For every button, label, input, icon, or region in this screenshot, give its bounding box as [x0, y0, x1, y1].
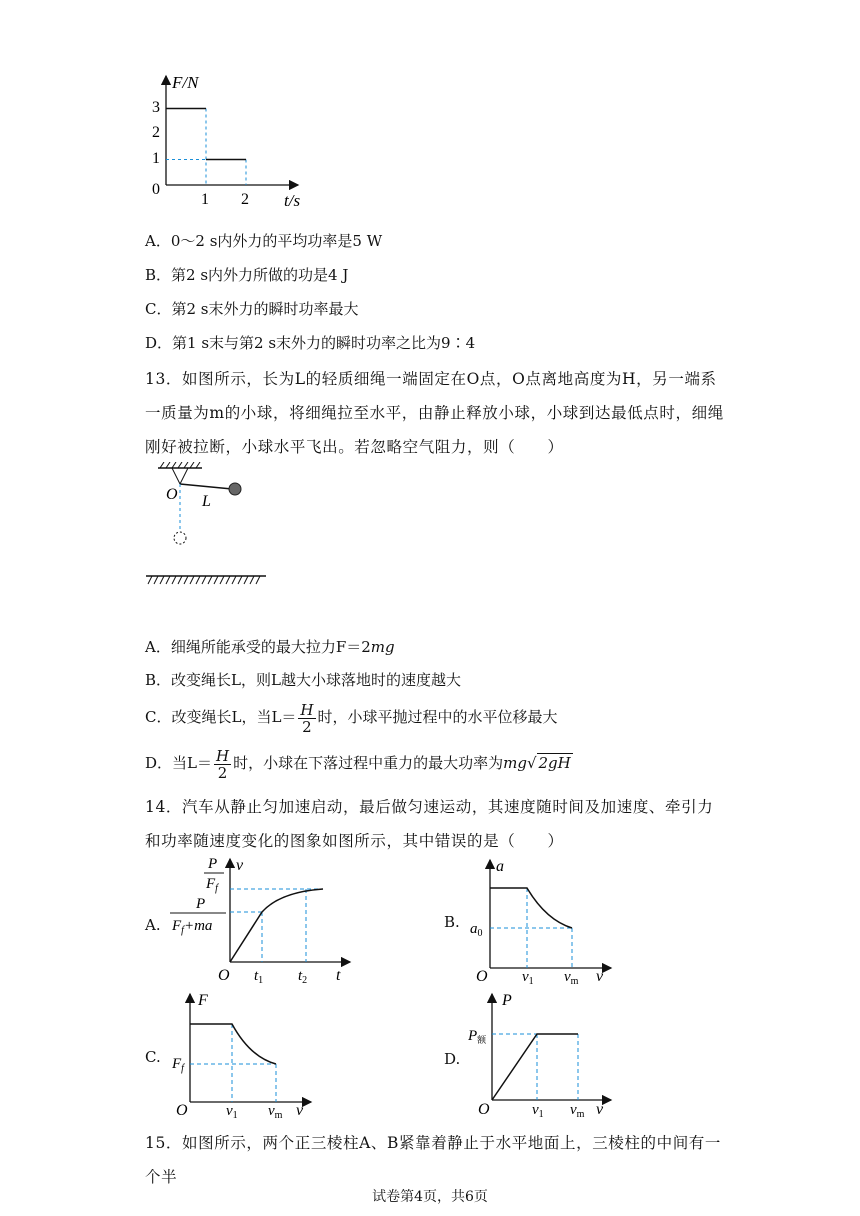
y-tick-2: 2 [152, 124, 160, 141]
ball [229, 483, 241, 495]
svg-text:a: a [496, 858, 504, 875]
svg-text:P: P [208, 856, 218, 872]
svg-text:Ff: $F_f$ [206, 876, 218, 894]
q13-option-a-var: mg [370, 638, 395, 656]
q14-stem: 14．汽车从静止匀加速启动，最后做匀速运动，其速度随时间及加速度、牵引力和功率随速度变化的图象如图所示，其中错误的是（ ） [145, 798, 714, 850]
acceleration-curve [490, 888, 572, 928]
svg-text:t2: $t_2$ [298, 968, 308, 986]
q12-option-c[interactable]: C．第2 s末外力的瞬时功率最大 [145, 300, 359, 318]
origin-label: 0 [152, 181, 160, 198]
svg-text:F: F [198, 992, 208, 1009]
x-tick-1: 1 [201, 191, 209, 208]
power-curve [492, 1034, 578, 1100]
fraction-h-over-2: $\frac{H}{2}$ [300, 700, 314, 736]
svg-text:v: v [236, 857, 244, 874]
y-tick-3: 3 [152, 99, 160, 116]
svg-text:v: v [296, 1102, 304, 1119]
q13-option-c-suffix: 时，小球平抛过程中的水平位移最大 [317, 708, 558, 726]
svg-text:v1: $v_1$ [226, 1103, 238, 1120]
svg-text:O: O [176, 1102, 188, 1119]
sqrt-term: 2gH [538, 754, 571, 772]
ball-lowest-position [174, 532, 186, 544]
graph-a-velocity-time [168, 854, 358, 990]
q13-option-b[interactable]: B．改变绳长L，则L越大小球落地时的速度越大 [145, 671, 461, 689]
q13-option-a-text: A．细绳所能承受的最大拉力F＝2 [145, 638, 371, 656]
svg-text:Ff: $F_f$ [172, 1056, 184, 1074]
svg-text:P: P [502, 992, 512, 1009]
svg-text:P: P [196, 896, 206, 912]
force-time-graph [140, 68, 320, 213]
q12-option-a[interactable]: A．0～2 s内外力的平均功率是5 W [145, 232, 383, 250]
q13-stem: 13．如图所示，长为L的轻质细绳一端固定在O点，O点离地高度为H，另一端系一质量为m的小球，将细绳拉至水平，由静止释放小球，小球到达最低点时，细绳刚好被拉断，小球水平飞出。若忽略空气阻力，则（ ） [145, 370, 724, 456]
fraction-h-over-2: $\frac{H}{2}$ [216, 746, 230, 782]
svg-text:v1: $v_1$ [522, 969, 534, 986]
y-axis-label: F/N [172, 73, 199, 92]
svg-text:O: O [476, 968, 488, 985]
rope-length-label: L [202, 493, 211, 510]
y-tick-1: 1 [152, 150, 160, 167]
pendulum-figure [140, 462, 280, 587]
page-footer: 试卷第4页，共6页 [372, 1189, 488, 1205]
q15-stem: 15．如图所示，两个正三棱柱A、B紧靠着静止于水平地面上，三棱柱的中间有一个半 [145, 1134, 722, 1186]
q14-option-b-label[interactable]: B. [444, 913, 460, 931]
x-axis-label: t/s [284, 191, 301, 210]
svg-text:t: t [336, 967, 341, 984]
rope [180, 484, 232, 489]
svg-text:vm: $v_m$ [570, 1102, 585, 1120]
q13-option-d[interactable]: D．当L＝ $\frac{H}{2}$ 时，小球在下落过程中重力的最大功率为mg√ 2gH [145, 746, 571, 782]
svg-text:v: v [596, 1101, 604, 1118]
svg-text:Ff+ma: $F_f+ma$ [172, 918, 213, 936]
svg-text:vm: $v_m$ [564, 969, 579, 986]
graph-d-power-velocity [468, 990, 618, 1120]
mg-term: mg [503, 754, 527, 772]
velocity-curve [230, 889, 323, 962]
q14-option-c-label[interactable]: C. [145, 1048, 161, 1066]
q12-option-d[interactable]: D．第1 s末与第2 s末外力的瞬时功率之比为9∶4 [145, 334, 476, 352]
graph-c-force-velocity [168, 990, 318, 1120]
point-o-label: O [166, 486, 178, 503]
svg-text:O: O [478, 1101, 490, 1118]
q13-option-d-mid: 时，小球在下落过程中重力的最大功率为 [233, 754, 504, 772]
svg-text:t1: $t_1$ [254, 968, 264, 986]
q13-option-c[interactable] [145, 699, 558, 735]
svg-text:O: O [218, 967, 230, 984]
q13-option-d-prefix: D．当L＝ [145, 754, 212, 772]
svg-text:vm: $v_m$ [268, 1103, 283, 1120]
q13-option-c-prefix: C．改变绳长L，当L＝ [145, 708, 297, 726]
q14-option-d-label[interactable]: D. [444, 1050, 461, 1068]
force-curve [190, 1024, 276, 1064]
svg-text:a0: $a_0$ [470, 921, 483, 939]
q14-option-a-label[interactable]: A. [145, 916, 161, 934]
svg-text:v1: $v_1$ [532, 1102, 544, 1120]
q13-option-a[interactable] [145, 637, 395, 657]
graph-b-acceleration-velocity [468, 856, 618, 986]
svg-text:v: v [596, 968, 604, 985]
q12-option-b[interactable]: B．第2 s内外力所做的功是4 J [145, 266, 349, 284]
svg-text:P额: $P_额$ [468, 1028, 487, 1045]
x-tick-2: 2 [241, 191, 249, 208]
